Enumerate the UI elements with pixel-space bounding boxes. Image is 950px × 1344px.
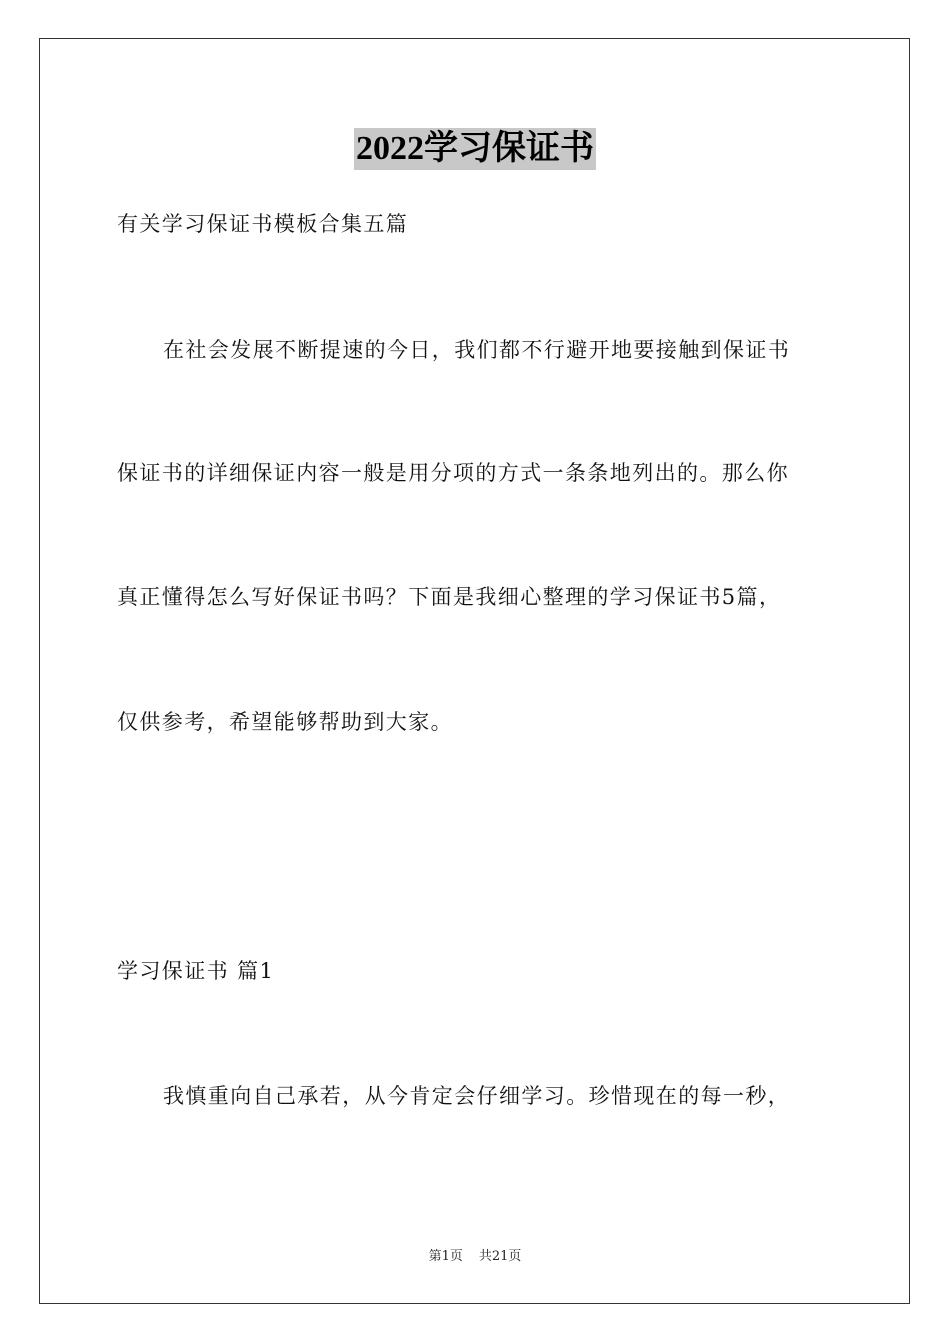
page-number: 第1页: [428, 1249, 463, 1264]
title-wrap: [0, 128, 950, 170]
intro-line-3: 真正懂得怎么写好保证书吗？下面是我细心整理的学习保证书5篇，: [117, 585, 782, 609]
section-line-1: 我慎重向自己承若，从今肯定会仔细学习。珍惜现在的每一秒，: [163, 1084, 791, 1108]
document-subtitle: 有关学习保证书模板合集五篇: [117, 212, 409, 236]
page-total: 共21页: [478, 1249, 522, 1264]
intro-line-1: 在社会发展不断提速的今日，我们都不行避开地要接触到保证书: [163, 338, 791, 362]
document-title: 2022学习保证书: [354, 128, 596, 170]
intro-line-2: 保证书的详细保证内容一般是用分项的方式一条条地列出的。那么你: [117, 461, 789, 485]
section-heading: 学习保证书 篇1: [117, 959, 275, 983]
intro-line-4: 仅供参考，希望能够帮助到大家。: [117, 710, 453, 734]
page-footer: [0, 1248, 950, 1266]
